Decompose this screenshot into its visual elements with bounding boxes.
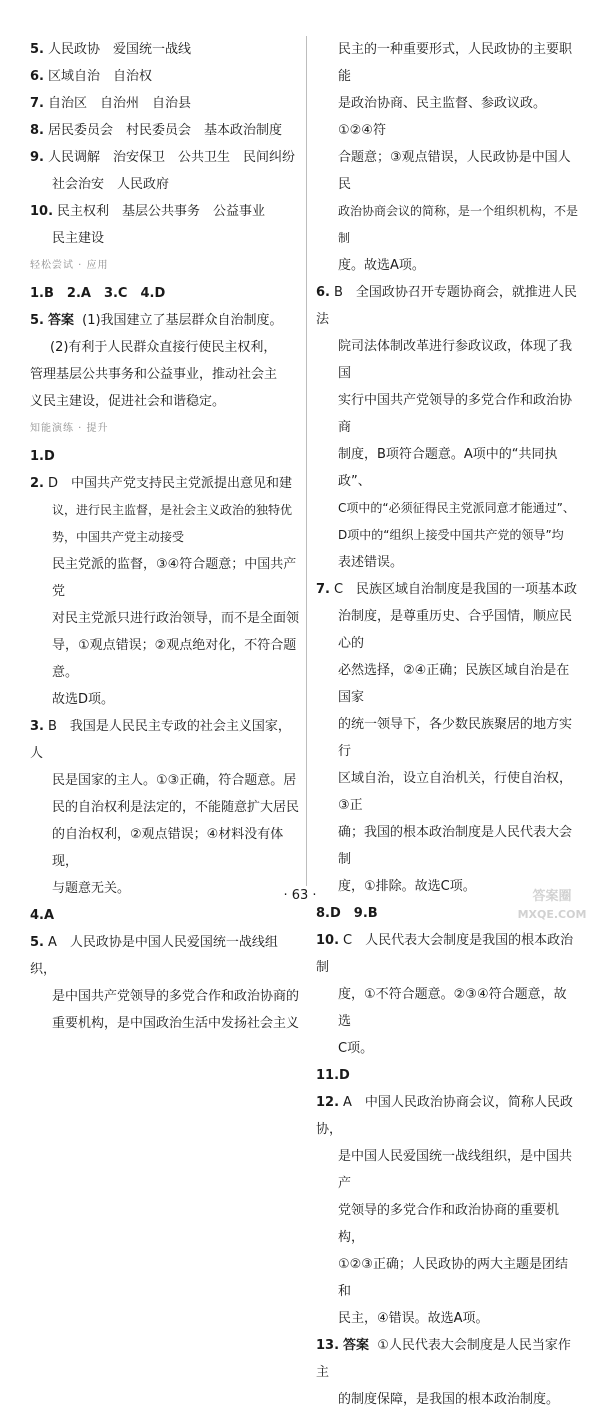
answer-3: 3. B 我国是人民民主专政的社会主义国家，人 民是国家的主人。①③正确，符合题意。居 民的自治权利是法定的，不能随意扩大居民 的自治权利，②观点错误；④材料没有体现， 与题意无关。 (30, 719, 300, 896)
quick-answers: 1.B 2.A 3.C 4.D (30, 286, 166, 301)
answer-5-p3: 管理基层公共事务和公益事业，推动社会主 (30, 367, 278, 382)
answer-1: 1.D (30, 449, 55, 464)
q9-cont: 社会治安 人民政府 (52, 177, 170, 192)
answer-5-p2: (2)有利于人民群众直接行使民主权利， (50, 340, 277, 355)
left-column (30, 36, 302, 1037)
right-column (316, 36, 578, 1413)
answer-13: 13. 答案 ①人民代表大会制度是人民当家作主 的制度保障，是我国的根本政治制度。 (316, 1338, 571, 1407)
section-heading-improve: 知能演练 · 提升 (30, 423, 109, 434)
answer-5-main: 5. A 人民政协是中国人民爱国统一战线组织， 是中国共产党领导的多党合作和政治协商的 重要机构，是中国政治生活中发扬社会主义 (30, 935, 300, 1031)
answer-2: 2. D 中国共产党支持民主党派提出意见和建 议，进行民主监督，是社会主义政治的独特优势，中国共产党主动接受 民主党派的监督，③④符合题意；中国共产党 对民主党派只进行政治领导，而不是全面领 导，①观点错误；②观点绝对化，不符合题意。 故选D项。 (30, 476, 300, 707)
answer-10: 10. C 人民代表大会制度是我国的根本政治制 度，①不符合题意。②③④符合题意，故选 C项。 (316, 933, 574, 1056)
column-divider (306, 36, 307, 886)
section-heading-practice: 轻松尝试 · 应用 (30, 260, 109, 271)
q10-cont: 民主建设 (52, 231, 105, 246)
page-number: · 63 · (283, 888, 317, 903)
q5: 5. 人民政协 爱国统一战线 (30, 42, 191, 57)
watermark-logo: 答案圈 MXQE.COM (517, 889, 587, 921)
q8: 8. 居民委员会 村民委员会 基本政治制度 (30, 123, 282, 138)
answer-12: 12. A 中国人民政治协商会议，简称人民政协， 是中国人民爱国统一战线组织，是中国共产 党领导的多党合作和政治协商的重要机构， ①②③正确；人民政协的两大主题是团结和 民主，④错误。故选A项。 (316, 1095, 573, 1326)
q9: 9. 人民调解 治安保卫 公共卫生 民间纠纷 (30, 150, 295, 165)
answer-4: 4.A (30, 908, 55, 923)
q7: 7. 自治区 自治州 自治县 (30, 96, 191, 111)
answers-8-9: 8.D 9.B (316, 906, 378, 921)
answer-6: 6. B 全国政协召开专题协商会，就推进人民法 院司法体制改革进行参政议政，体现了我国 实行中国共产党领导的多党合作和政治协商 制度，B项符合题意。A项中的“共同执政”、 C项中的“必须征得民主党派同意才能通过”、 D项中的“组织上接受中国共产党的领导”均 表述错误。 (316, 285, 577, 570)
answer-5: 5. 答案 (1)我国建立了基层群众自治制度。 (30, 313, 283, 328)
answer-11: 11.D (316, 1068, 350, 1083)
answer-7: 7. C 民族区域自治制度是我国的一项基本政 治制度，是尊重历史、合乎国情，顺应民心的 必然选择，②④正确；民族区域自治是在国家 的统一领导下，各少数民族聚居的地方实行 区域自治，设立自治机关，行使自治权，③正 确；我国的根本政治制度是人民代表大会制 度，①排除。故选C项。 (316, 582, 578, 894)
q6: 6. 区域自治 自治权 (30, 69, 152, 84)
q10: 10. 民主权利 基层公共事务 公益事业 (30, 204, 266, 219)
answer-5-continued: 民主的一种重要形式，人民政协的主要职能 是政治协商、民主监督、参政议政。①②④符 合题意；③观点错误，人民政协是中国人民 政治协商会议的简称，是一个组织机构，不是制 度。故选A项。 (338, 42, 579, 273)
answer-5-p4: 义民主建设，促进社会和谐稳定。 (30, 394, 226, 409)
